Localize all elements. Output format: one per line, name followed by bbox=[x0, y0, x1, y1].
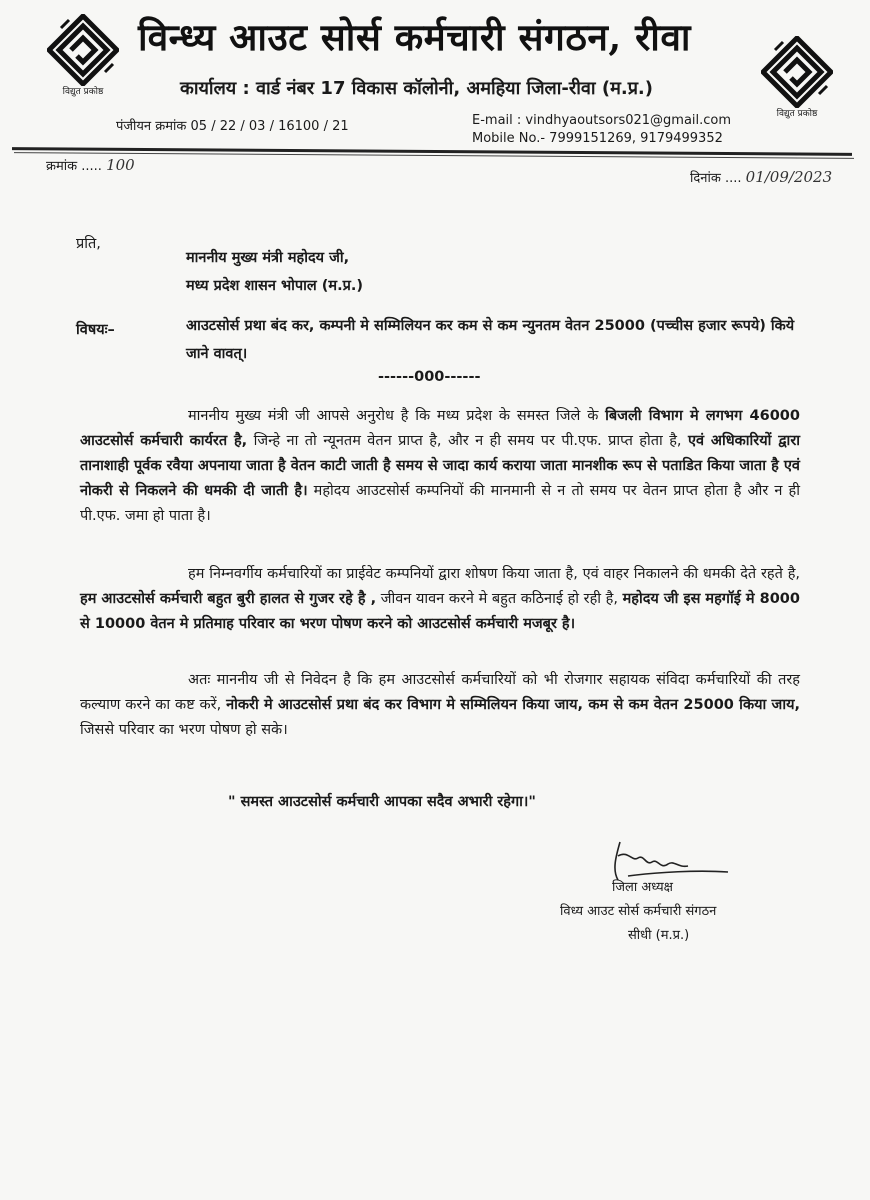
recipient-line-1: माननीय मुख्य मंत्री महोदय जी, bbox=[186, 250, 350, 266]
separator: ------000------ bbox=[378, 369, 481, 385]
subject-text: आउटसोर्स प्रथा बंद कर, कम्पनी मे सम्मिलियन कर कम से कम न्युनतम वेतन 25000 (पच्चीस हजार रूपये) किये जाने वावत्। bbox=[186, 318, 795, 362]
letter-date: दिनांक .... 01/09/2023 bbox=[690, 168, 833, 186]
org-logo-left bbox=[44, 14, 122, 104]
dinank-label: दिनांक bbox=[690, 171, 721, 186]
signatory-org: विध्य आउट सोर्स कर्मचारी संगठन bbox=[560, 904, 717, 919]
recipient-line-2: मध्य प्रदेश शासन भोपाल (म.प्र.) bbox=[186, 278, 363, 294]
body-paragraph-2 bbox=[80, 562, 800, 637]
p2-text-2: जीवन यावन करने मे बहुत कठिनाई हो रही है, bbox=[376, 591, 623, 607]
registration-number: पंजीयन क्रमांक 05 / 22 / 03 / 16100 / 21 bbox=[116, 119, 349, 134]
org-name-heading: विन्ध्य आउट सोर्स कर्मचारी संगठन, रीवा bbox=[138, 15, 691, 59]
p1-text-1: माननीय मुख्य मंत्री जी आपसे अनुरोध है कि मध्य प्रदेश के समस्त जिले के bbox=[188, 408, 606, 424]
kramank-value: 100 bbox=[106, 156, 135, 174]
p2-bold-1: हम आउटसोर्स कर्मचारी बहुत बुरी हालत से गुजर रहे है , bbox=[80, 591, 377, 607]
p3-text-1: अतः माननीय जी से निवेदन है कि हम आउटसोर्स कर्मचारियों को भी रोजगार सहायक संविदा कर्मचारियों की तरह कल्याण करने का कष्ट करें, bbox=[80, 672, 800, 713]
p1-text-2: जिन्हे ना तो न्यूनतम वेतन प्राप्त है, और न ही समय पर पी.एफ. प्राप्त होता है, bbox=[247, 433, 688, 449]
maze-logo-icon bbox=[47, 14, 119, 86]
contact-block bbox=[472, 112, 731, 148]
body-paragraph-1 bbox=[80, 404, 800, 529]
logo-caption-right: विद्युत प्रकोष्ठ bbox=[776, 109, 818, 119]
closing-line: " समस्त आउटसोर्स कर्मचारी आपका सदैव अभारी रहेगा।" bbox=[228, 794, 536, 810]
p3-text-2: जिससे परिवार का भरण पोषण हो सके। bbox=[80, 722, 288, 738]
p2-bold-2: महोदय जी इस महगॉई मे 8000 से 10000 वेतन मे प्रतिमाह परिवार का भरण पोषण करने को आउटसोर्स कर्मचारी मजबूर है। bbox=[80, 591, 800, 632]
logo-caption-left: विद्युत प्रकोष्ठ bbox=[62, 87, 104, 97]
p2-text-1: हम निम्नवर्गीय कर्मचारियों का प्राईवेट कम्पनियों द्वारा शोषण किया जाता है, एवं वाहर निकालने की धमकी देते रहते है, bbox=[188, 566, 800, 582]
p3-bold-1: नोकरी मे आउटसोर्स प्रथा बंद कर विभाग मे सम्मिलियन किया जाय, कम से कम वेतन 25000 किया जाय, bbox=[226, 697, 800, 713]
maze-logo-icon bbox=[761, 36, 833, 108]
email-text: E-mail : vindhyaoutsors021@gmail.com bbox=[472, 113, 732, 128]
signatory-place: सीधी (म.प्र.) bbox=[628, 928, 690, 943]
mobile-text: Mobile No.- 7999151269, 9179499352 bbox=[472, 131, 723, 146]
office-address: कार्यालय : वार्ड नंबर 17 विकास कॉलोनी, अमहिया जिला-रीवा (म.प्र.) bbox=[180, 78, 653, 99]
p1-bold-2: एवं अधिकारियों द्वारा तानाशाही पूर्वक रवैया अपनाया जाता है वेतन काटी जाती है समय से जादा कार्य कराया जाता मानशीक रूप से पताडित किया जाता है एवं नोकरी से निकलने की धमकी दी जाती है। bbox=[80, 433, 800, 499]
subject-label: विषयः– bbox=[76, 322, 115, 338]
kramank-label: क्रमांक bbox=[46, 159, 78, 174]
body-paragraph-3 bbox=[80, 668, 800, 743]
p1-bold-1: बिजली विभाग मे लगभग 46000 आउटसोर्स कर्मचारी कार्यरत है, bbox=[80, 408, 800, 449]
org-logo-right bbox=[758, 36, 836, 126]
reference-number: क्रमांक ..... 100 bbox=[46, 156, 135, 174]
p1-text-3: महोदय आउटसोर्स कम्पनियों की मानमानी से न तो समय पर वेतन प्राप्त होता है और न ही पी.एफ. जमा हो पाता है। bbox=[80, 483, 800, 524]
signatory-title: जिला अध्यक्ष bbox=[612, 880, 674, 895]
recipient-address bbox=[186, 244, 363, 300]
dinank-value: 01/09/2023 bbox=[745, 168, 833, 186]
prati-label: प्रति, bbox=[76, 236, 101, 252]
